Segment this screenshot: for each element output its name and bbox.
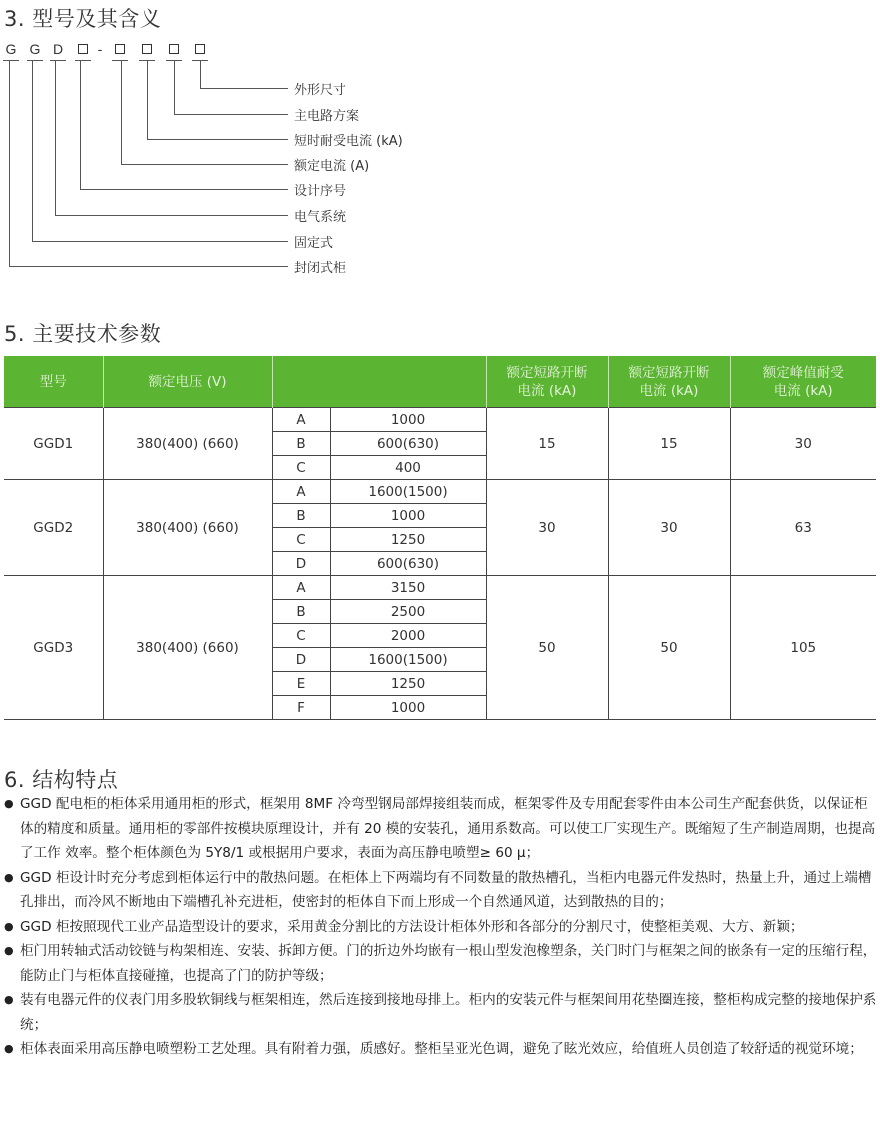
connector-line	[121, 164, 288, 165]
breaking-current-2-cell: 30	[608, 480, 730, 576]
table-row	[4, 408, 876, 432]
feature-item	[4, 939, 878, 988]
feature-item	[4, 866, 878, 915]
current-cell: 1250	[330, 528, 486, 552]
current-cell: 1600(1500)	[330, 480, 486, 504]
model-cell: GGD3	[4, 576, 103, 720]
scheme-cell: A	[272, 480, 330, 504]
peak-current-cell: 63	[730, 480, 876, 576]
model-code-diagram	[0, 0, 880, 290]
model-cell: GGD1	[4, 408, 103, 480]
header-breaking-current-1: 额定短路开断 电流 (kA)	[486, 356, 608, 408]
underline	[50, 60, 66, 61]
section-5-title: 5. 主要技术参数	[4, 322, 162, 346]
code-box-short-time	[142, 44, 152, 54]
current-cell: 3150	[330, 576, 486, 600]
peak-current-cell: 30	[730, 408, 876, 480]
scheme-cell: B	[272, 600, 330, 624]
label-short-time-current: 短时耐受电流 (kA)	[294, 134, 403, 149]
label-main-circuit: 主电路方案	[294, 109, 360, 124]
scheme-cell: D	[272, 552, 330, 576]
header-breaking-current-2: 额定短路开断 电流 (kA)	[608, 356, 730, 408]
breaking-current-2-cell: 50	[608, 576, 730, 720]
section-6-title: 6. 结构特点	[4, 768, 119, 792]
scheme-cell: B	[272, 432, 330, 456]
code-char-g2: G	[29, 41, 41, 57]
feature-item	[4, 988, 878, 1037]
breaking-current-1-cell: 30	[486, 480, 608, 576]
header-peak-current: 额定峰值耐受 电流 (kA)	[730, 356, 876, 408]
feature-text: GGD 柜按照现代工业产品造型设计的要求，采用黄金分割比的方法设计柜体外形和各部分的分割尺寸，使整柜美观、大方、新颖；	[20, 918, 804, 935]
code-box-size	[195, 44, 205, 54]
feature-text: 柜体表面采用高压静电喷塑粉工艺处理。具有附着力强，质感好。整柜呈亚光色调，避免了眩光效应，给值班人员创造了较舒适的视觉环境；	[20, 1041, 863, 1057]
connector-line	[9, 266, 288, 267]
breaking-current-1-cell: 15	[486, 408, 608, 480]
table-row	[4, 480, 876, 504]
scheme-cell: A	[272, 408, 330, 432]
connector-line	[174, 61, 175, 115]
connector-line	[147, 61, 148, 140]
underline	[3, 60, 19, 61]
underline	[75, 60, 91, 61]
underline	[112, 60, 128, 61]
current-cell: 1000	[330, 408, 486, 432]
bullet-icon: ●	[4, 797, 14, 810]
connector-line	[147, 139, 288, 140]
current-cell: 400	[330, 456, 486, 480]
code-box-design-no	[78, 44, 88, 54]
bullet-icon: ●	[4, 993, 14, 1006]
feature-text: GGD 柜设计时充分考虑到柜体运行中的散热问题。在柜体上下两端均有不同数量的散热槽孔，当柜内电器元件发热时，热量上升，通过上端槽孔排出，而冷风不断地由下端槽孔补充进柜，使密封的柜体自下而上形成一个自然通风道，达到散热的目的；	[20, 869, 872, 910]
scheme-cell: A	[272, 576, 330, 600]
feature-item	[4, 792, 878, 866]
current-cell: 600(630)	[330, 432, 486, 456]
bullet-icon: ●	[4, 944, 14, 957]
table-body	[4, 408, 876, 720]
breaking-current-1-cell: 50	[486, 576, 608, 720]
connector-line	[200, 88, 288, 89]
label-enclosed-cabinet: 封闭式柜	[294, 261, 347, 276]
current-cell: 1000	[330, 696, 486, 720]
header-voltage: 额定电压 (V)	[103, 356, 272, 408]
feature-item	[4, 915, 878, 940]
label-electrical-system: 电气系统	[294, 210, 347, 225]
connector-line	[80, 61, 81, 190]
code-char-g1: G	[5, 41, 17, 57]
bullet-icon: ●	[4, 870, 14, 884]
current-cell: 1600(1500)	[330, 648, 486, 672]
current-cell: 1000	[330, 504, 486, 528]
spec-table	[4, 356, 876, 720]
voltage-cell: 380(400) (660)	[103, 480, 272, 576]
current-cell: 600(630)	[330, 552, 486, 576]
section-3-title: 3. 型号及其含义	[4, 7, 162, 31]
label-fixed-type: 固定式	[294, 236, 334, 251]
connector-line	[9, 61, 10, 267]
code-box-current	[115, 44, 125, 54]
feature-text: GGD 配电柜的柜体采用通用柜的形式，框架用 8MF 冷弯型钢局部焊接组装而成，框架零件及专用配套零件由本公司生产配套供货，以保证柜体的精度和质量。通用柜的零部件按模块原理设计，并有 20 模的安装孔，通用系数高。可以使工厂实现生产。既缩短了生产制造周期，也提高了工作 效率。整个柜体颜色为 5Y8/1 或根据用户要求，表面为高压静电喷塑≥ 60 μ；	[20, 796, 876, 861]
scheme-cell: C	[272, 456, 330, 480]
code-box-circuit	[169, 44, 179, 54]
connector-line	[55, 215, 288, 216]
connector-line	[121, 61, 122, 165]
breaking-current-2-cell: 15	[608, 408, 730, 480]
underline	[27, 60, 43, 61]
feature-list	[4, 792, 878, 1062]
feature-text: 装有电器元件的仪表门用多股软铜线与框架相连，然后连接到接地母排上。柜内的安装元件与框架间用花垫圈连接，整柜构成完整的接地保护系统；	[20, 992, 877, 1033]
current-cell: 2500	[330, 600, 486, 624]
code-dash: -	[97, 41, 103, 57]
scheme-cell: C	[272, 528, 330, 552]
connector-line	[200, 61, 201, 89]
connector-line	[32, 241, 288, 242]
voltage-cell: 380(400) (660)	[103, 408, 272, 480]
connector-line	[174, 114, 288, 115]
feature-item	[4, 1037, 878, 1062]
current-cell: 2000	[330, 624, 486, 648]
bullet-icon: ●	[4, 919, 14, 933]
scheme-cell: B	[272, 504, 330, 528]
connector-line	[55, 61, 56, 216]
scheme-cell: F	[272, 696, 330, 720]
label-dimensions: 外形尺寸	[294, 83, 347, 98]
label-rated-current: 额定电流 (A)	[294, 159, 370, 174]
model-cell: GGD2	[4, 480, 103, 576]
feature-text: 柜门用转轴式活动铰链与构架相连、安装、拆卸方便。门的折边外均嵌有一根山型发泡橡塑条，关门时门与框架之间的嵌条有一定的压缩行程，能防止门与柜体直接碰撞，也提高了门的防护等级；	[20, 943, 877, 984]
current-cell: 1250	[330, 672, 486, 696]
voltage-cell: 380(400) (660)	[103, 576, 272, 720]
connector-line	[32, 61, 33, 242]
scheme-cell: C	[272, 624, 330, 648]
scheme-cell: E	[272, 672, 330, 696]
header-model: 型号	[4, 356, 103, 408]
table-header-row	[4, 356, 876, 408]
label-design-number: 设计序号	[294, 184, 347, 199]
table-row	[4, 576, 876, 600]
peak-current-cell: 105	[730, 576, 876, 720]
header-rated-current	[272, 356, 486, 408]
bullet-icon: ●	[4, 1042, 14, 1055]
scheme-cell: D	[272, 648, 330, 672]
code-char-d: D	[52, 41, 64, 57]
connector-line	[80, 189, 288, 190]
